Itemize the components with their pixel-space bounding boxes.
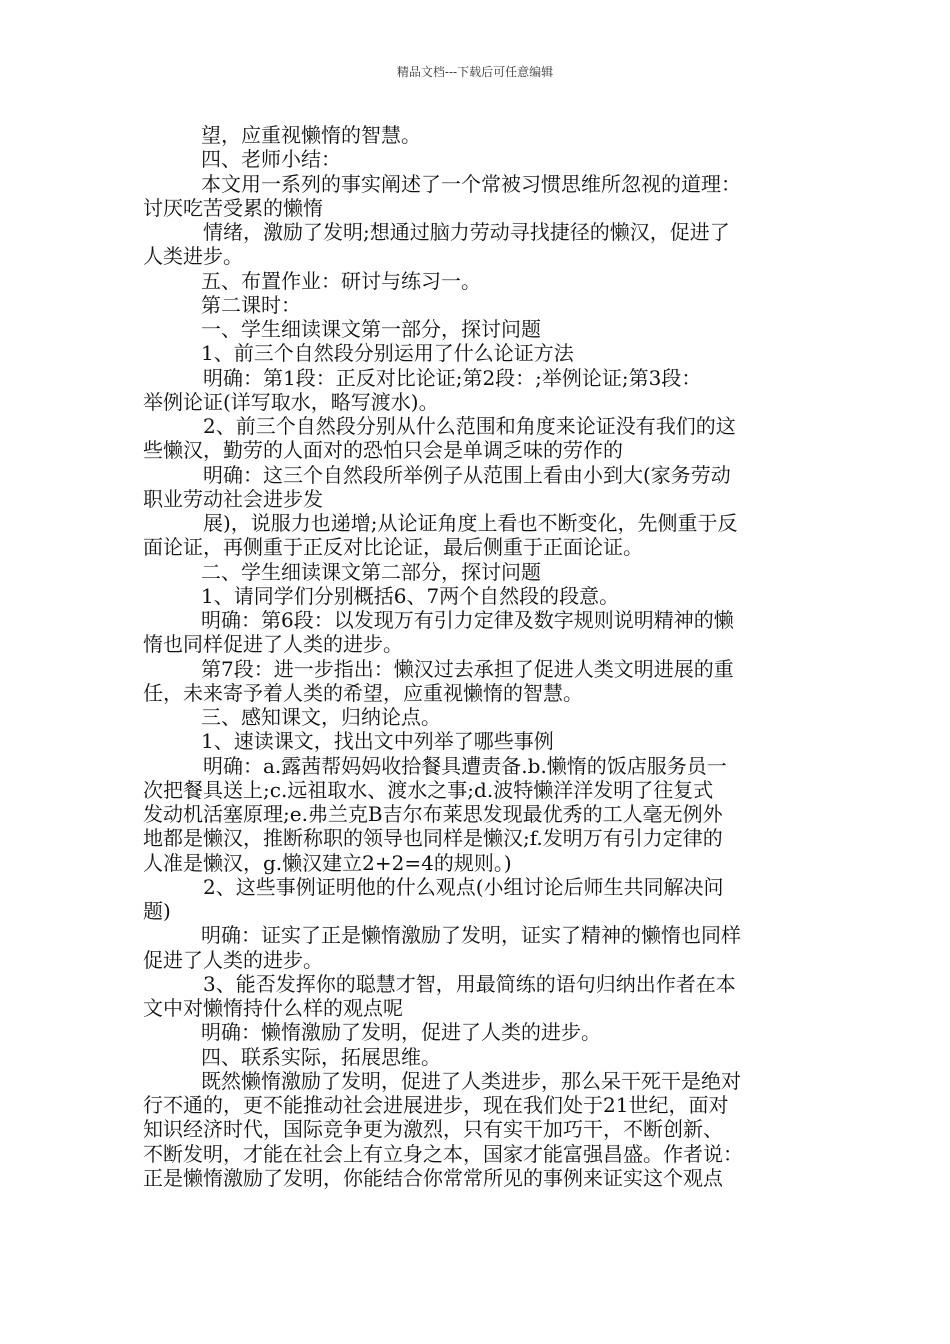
text-line: 既然懒惰激励了发明，促进了人类进步，那么呆干死干是绝对 xyxy=(201,1068,741,1093)
text-line: 2、前三个自然段分别从什么范围和角度来论证没有我们的这 xyxy=(203,414,736,438)
text-line: 次把餐具送上;c.远祖取水、渡水之事;d.波特懒洋洋发明了往复式 xyxy=(143,777,714,802)
text-line: 知识经济时代，国际竞争更为激烈，只有实干加巧干，不断创新、 xyxy=(143,1117,723,1142)
text-line: 五、布置作业：研讨与练习一。 xyxy=(201,268,481,293)
text-line: 2、这些事例证明他的什么观点(小组讨论后师生共同解决问 xyxy=(203,874,724,899)
text-line: 1、前三个自然段分别运用了什么论证方法 xyxy=(201,341,574,366)
text-line: 举例论证(详写取水，略写渡水)。 xyxy=(143,389,439,414)
text-line: 四、老师小结： xyxy=(201,147,341,172)
text-line: 惰也同样促进了人类的进步。 xyxy=(143,632,403,657)
text-line: 情绪，激励了发明;想通过脑力劳动寻找捷径的懒汉，促进了 xyxy=(203,220,730,244)
text-line: 任，未来寄予着人类的希望，应重视懒惰的智慧。 xyxy=(143,680,583,705)
text-line: 1、请同学们分别概括6、7两个自然段的段意。 xyxy=(201,583,620,608)
page-header: 精品文档---下载后可任意编辑 xyxy=(396,65,554,79)
text-line: 展)，说服力也递增;从论证角度上看也不断变化，先侧重于反 xyxy=(203,511,738,535)
text-line: 发动机活塞原理;e.弗兰克B吉尔布莱思发现最优秀的工人毫无例外 xyxy=(143,802,723,826)
text-line: 第7段：进一步指出：懒汉过去承担了促进人类文明进展的重 xyxy=(201,656,734,681)
text-line: 文中对懒惰持什么样的观点呢 xyxy=(143,996,403,1020)
text-line: 明确：第6段：以发现万有引力定律及数字规则说明精神的懒 xyxy=(201,608,734,632)
text-line: 正是懒惰激励了发明，你能结合你常常所见的事例来证实这个观点 xyxy=(143,1165,723,1190)
text-line: 明确：第1段：正反对比论证;第2段：;举例论证;第3段： xyxy=(203,365,702,390)
text-line: 明确：懒惰激励了发明，促进了人类的进步。 xyxy=(201,1020,601,1045)
text-line: 四、联系实际，拓展思维。 xyxy=(201,1044,441,1069)
text-line: 面论证，再侧重于正反对比论证，最后侧重于正面论证。 xyxy=(143,535,643,560)
document-body xyxy=(143,123,811,1190)
text-line: 地都是懒汉，推断称职的领导也同样是懒汉;f.发明万有引力定律的 xyxy=(143,826,723,851)
text-line: 二、学生细读课文第二部分，探讨问题 xyxy=(201,559,541,584)
text-line: 第二课时： xyxy=(201,292,301,317)
text-line: 望，应重视懒惰的智慧。 xyxy=(201,123,421,147)
text-line: 3、能否发挥你的聪慧才智，用最简练的语句归纳出作者在本 xyxy=(203,971,736,996)
text-line: 一、学生细读课文第一部分，探讨问题 xyxy=(201,317,541,341)
text-line: 三、感知课文，归纳论点。 xyxy=(201,705,441,729)
text-line: 职业劳动社会进步发 xyxy=(143,486,323,511)
text-line: 促进了人类的进步。 xyxy=(143,947,323,972)
text-line: 题) xyxy=(143,899,171,923)
text-line: 人准是懒汉，g.懒汉建立2+2=4的规则。) xyxy=(143,850,512,875)
text-line: 行不通的，更不能推动社会进展进步，现在我们处于21世纪，面对 xyxy=(143,1093,729,1117)
text-line: 讨厌吃苦受累的懒惰 xyxy=(143,195,323,220)
text-line: 不断发明，才能在社会上有立身之本，国家才能富强昌盛。作者说： xyxy=(143,1141,743,1166)
text-line: 明确：a.露茜帮妈妈收拾餐具遭责备.b.懒惰的饭店服务员一 xyxy=(203,753,727,778)
text-line: 人类进步。 xyxy=(143,244,243,269)
text-line: 明确：这三个自然段所举例子从范围上看由小到大(家务劳动 xyxy=(203,462,731,487)
text-line: 1、速读课文，找出文中列举了哪些事例 xyxy=(201,729,554,754)
text-line: 本文用一系列的事实阐述了一个常被习惯思维所忽视的道理： xyxy=(201,171,741,196)
text-line: 些懒汉，勤劳的人面对的恐怕只会是单调乏味的劳作的 xyxy=(143,438,623,463)
text-line: 明确：证实了正是懒惰激励了发明，证实了精神的懒惰也同样 xyxy=(201,923,741,948)
